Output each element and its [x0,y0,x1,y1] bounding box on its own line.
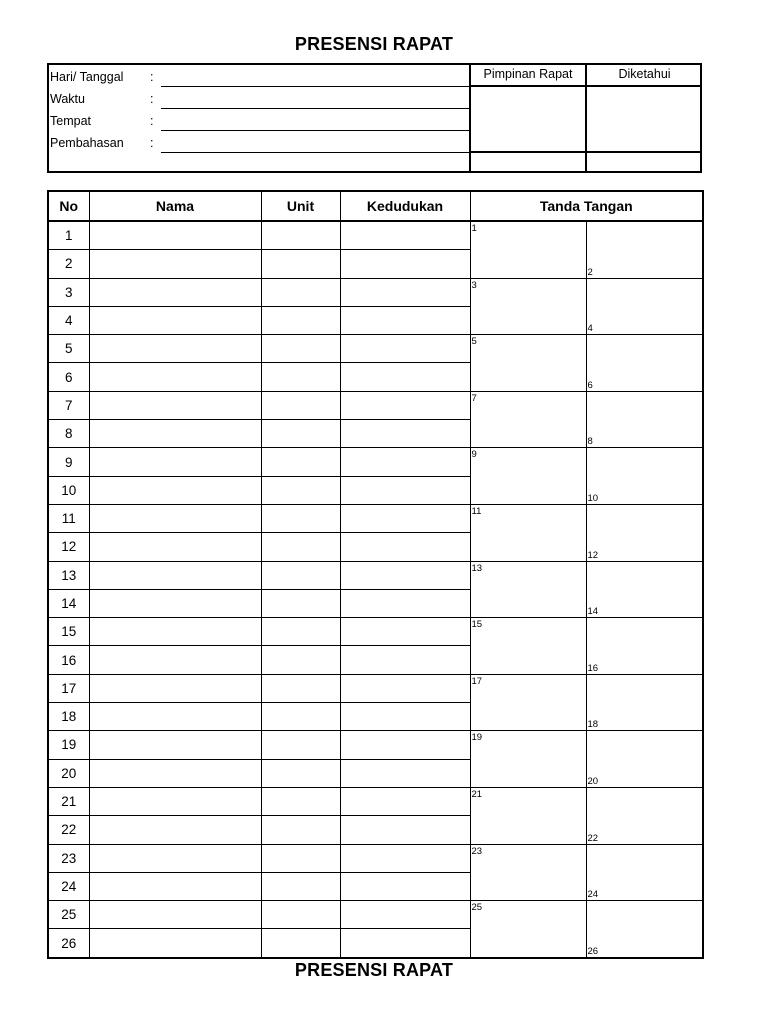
signature-number: 19 [471,732,483,744]
row-number: 17 [48,674,89,702]
row-number: 11 [48,504,89,532]
nama-cell[interactable] [89,929,261,958]
unit-cell[interactable] [261,335,340,363]
signature-cell-right[interactable] [586,504,703,561]
unit-cell[interactable] [261,787,340,815]
unit-cell[interactable] [261,391,340,419]
table-row [48,674,703,702]
footer-title: PRESENSI RAPAT [294,960,454,980]
table-row [48,335,703,363]
signature-number: 16 [587,662,599,674]
signature-cell-left[interactable] [470,618,586,675]
row-number: 6 [48,363,89,391]
table-row [48,787,703,815]
kedudukan-cell[interactable] [340,448,470,476]
signature-cell-right[interactable] [586,448,703,505]
row-number: 23 [48,844,89,872]
col-header-kedudukan: Kedudukan [340,191,470,221]
fill-line [161,152,471,153]
field-waktu[interactable] [49,89,471,109]
signature-number: 8 [587,436,593,448]
field-pembahasan[interactable] [49,133,471,153]
col-header-tanda-tangan: Tanda Tangan [470,191,703,221]
kedudukan-cell[interactable] [340,561,470,589]
signature-number: 12 [587,549,599,561]
kedudukan-cell[interactable] [340,306,470,334]
page-title: PRESENSI RAPAT [294,34,454,54]
kedudukan-cell[interactable] [340,420,470,448]
kedudukan-cell[interactable] [340,589,470,617]
nama-cell[interactable] [89,504,261,532]
nama-cell[interactable] [89,448,261,476]
unit-cell[interactable] [261,250,340,278]
row-number: 1 [48,221,89,250]
field-tempat[interactable] [49,111,471,131]
signature-cell-left[interactable] [470,561,586,618]
table-row [48,391,703,419]
nama-cell[interactable] [89,250,261,278]
field-hari-tanggal[interactable] [49,67,471,87]
unit-cell[interactable] [261,420,340,448]
nama-cell[interactable] [89,589,261,617]
signature-cell-right[interactable] [586,901,703,958]
signature-cell-right[interactable] [586,618,703,675]
kedudukan-cell[interactable] [340,504,470,532]
kedudukan-cell[interactable] [340,221,470,250]
signature-cell-left[interactable] [470,844,586,901]
kedudukan-cell[interactable] [340,335,470,363]
fill-line [161,86,471,87]
row-number: 8 [48,420,89,448]
signature-cell-left[interactable] [470,731,586,788]
signature-cell-left[interactable] [470,504,586,561]
signature-number: 5 [471,336,477,348]
meeting-info-box [47,63,702,173]
row-number: 3 [48,278,89,306]
col-header-unit: Unit [261,191,340,221]
kedudukan-cell[interactable] [340,646,470,674]
row-number: 25 [48,901,89,929]
signature-number: 10 [587,492,599,504]
nama-cell[interactable] [89,674,261,702]
row-number: 7 [48,391,89,419]
signature-number: 23 [471,845,483,857]
field-colon: : [150,92,154,106]
table-row [48,504,703,532]
signature-cell-left[interactable] [470,391,586,448]
table-row [48,221,703,250]
kedudukan-cell[interactable] [340,476,470,504]
signature-cell-right[interactable] [586,391,703,448]
col-header-no: No [48,191,89,221]
kedudukan-cell[interactable] [340,674,470,702]
nama-cell[interactable] [89,278,261,306]
signature-cell-right[interactable] [586,844,703,901]
kedudukan-cell[interactable] [340,901,470,929]
unit-cell[interactable] [261,872,340,900]
field-colon: : [150,70,154,84]
nama-cell[interactable] [89,646,261,674]
signature-cell-left[interactable] [470,221,586,278]
signature-number: 20 [587,775,599,787]
nama-cell[interactable] [89,618,261,646]
fill-line [161,130,471,131]
row-number: 16 [48,646,89,674]
unit-cell[interactable] [261,703,340,731]
nama-cell[interactable] [89,787,261,815]
table-row [48,448,703,476]
kedudukan-cell[interactable] [340,929,470,958]
row-number: 26 [48,929,89,958]
signature-cell-right[interactable] [586,787,703,844]
signature-number: 7 [471,392,477,404]
signature-number: 1 [471,223,477,234]
signature-number: 22 [587,832,599,844]
signature-number: 2 [587,266,593,278]
row-number: 18 [48,703,89,731]
signature-cell-left[interactable] [470,674,586,731]
signature-number: 13 [471,562,483,574]
row-number: 15 [48,618,89,646]
row-number: 2 [48,250,89,278]
unit-cell[interactable] [261,674,340,702]
signature-number: 9 [471,449,477,461]
nama-cell[interactable] [89,221,261,250]
signature-cell-right[interactable] [586,561,703,618]
diketahui-label: Diketahui [618,67,671,81]
unit-cell[interactable] [261,759,340,787]
pimpinan-signature-area[interactable] [471,87,585,151]
signature-cell-left[interactable] [470,278,586,335]
unit-cell[interactable] [261,278,340,306]
unit-cell[interactable] [261,533,340,561]
kedudukan-cell[interactable] [340,872,470,900]
unit-cell[interactable] [261,561,340,589]
signature-cell-left[interactable] [470,901,586,958]
nama-cell[interactable] [89,420,261,448]
nama-cell[interactable] [89,816,261,844]
nama-cell[interactable] [89,901,261,929]
signature-number: 24 [587,889,599,901]
unit-cell[interactable] [261,363,340,391]
attendance-table [47,190,704,959]
nama-cell[interactable] [89,561,261,589]
table-row [48,278,703,306]
kedudukan-cell[interactable] [340,787,470,815]
unit-cell[interactable] [261,504,340,532]
row-number: 10 [48,476,89,504]
signature-cell-right[interactable] [586,221,703,278]
kedudukan-cell[interactable] [340,250,470,278]
unit-cell[interactable] [261,448,340,476]
signature-number: 6 [587,379,593,391]
signature-number: 15 [471,619,483,631]
diketahui-signature-area[interactable] [587,87,702,151]
kedudukan-cell[interactable] [340,363,470,391]
signature-cell-right[interactable] [586,335,703,392]
kedudukan-cell[interactable] [340,618,470,646]
row-number: 24 [48,872,89,900]
signature-number: 4 [587,323,593,335]
signature-number: 18 [587,719,599,731]
nama-cell[interactable] [89,872,261,900]
kedudukan-cell[interactable] [340,816,470,844]
nama-cell[interactable] [89,759,261,787]
table-header-row [48,191,703,221]
nama-cell[interactable] [89,391,261,419]
signature-cell-right[interactable] [586,278,703,335]
field-label: Waktu [50,92,85,106]
unit-cell[interactable] [261,476,340,504]
unit-cell[interactable] [261,816,340,844]
unit-cell[interactable] [261,646,340,674]
row-number: 5 [48,335,89,363]
unit-cell[interactable] [261,221,340,250]
kedudukan-cell[interactable] [340,844,470,872]
signature-cell-right[interactable] [586,674,703,731]
signature-cell-left[interactable] [470,787,586,844]
unit-cell[interactable] [261,844,340,872]
row-number: 9 [48,448,89,476]
table-row [48,844,703,872]
nama-cell[interactable] [89,533,261,561]
divider [469,151,700,153]
signature-number: 26 [587,945,599,957]
unit-cell[interactable] [261,929,340,958]
unit-cell[interactable] [261,306,340,334]
row-number: 21 [48,787,89,815]
pimpinan-rapat-label: Pimpinan Rapat [483,67,573,81]
fill-line [161,108,471,109]
row-number: 4 [48,306,89,334]
signature-cell-left[interactable] [470,335,586,392]
unit-cell[interactable] [261,618,340,646]
signature-number: 14 [587,606,599,618]
nama-cell[interactable] [89,703,261,731]
kedudukan-cell[interactable] [340,731,470,759]
row-number: 22 [48,816,89,844]
row-number: 12 [48,533,89,561]
kedudukan-cell[interactable] [340,703,470,731]
row-number: 14 [48,589,89,617]
nama-cell[interactable] [89,363,261,391]
field-label: Pembahasan [50,136,124,150]
field-label: Tempat [50,114,91,128]
signature-cell-right[interactable] [586,731,703,788]
nama-cell[interactable] [89,335,261,363]
table-row [48,618,703,646]
signature-cell-left[interactable] [470,448,586,505]
kedudukan-cell[interactable] [340,278,470,306]
unit-cell[interactable] [261,901,340,929]
kedudukan-cell[interactable] [340,533,470,561]
nama-cell[interactable] [89,731,261,759]
field-colon: : [150,136,154,150]
table-row [48,901,703,929]
signature-number: 3 [471,279,477,291]
nama-cell[interactable] [89,844,261,872]
signature-number: 17 [471,675,483,687]
row-number: 20 [48,759,89,787]
signature-number: 11 [471,505,482,517]
field-colon: : [150,114,154,128]
signature-number: 21 [471,788,483,800]
row-number: 13 [48,561,89,589]
col-header-nama: Nama [89,191,261,221]
table-row [48,561,703,589]
signature-number: 25 [471,902,483,914]
kedudukan-cell[interactable] [340,391,470,419]
field-label: Hari/ Tanggal [50,70,124,84]
table-row [48,731,703,759]
nama-cell[interactable] [89,306,261,334]
nama-cell[interactable] [89,476,261,504]
kedudukan-cell[interactable] [340,759,470,787]
unit-cell[interactable] [261,589,340,617]
unit-cell[interactable] [261,731,340,759]
row-number: 19 [48,731,89,759]
